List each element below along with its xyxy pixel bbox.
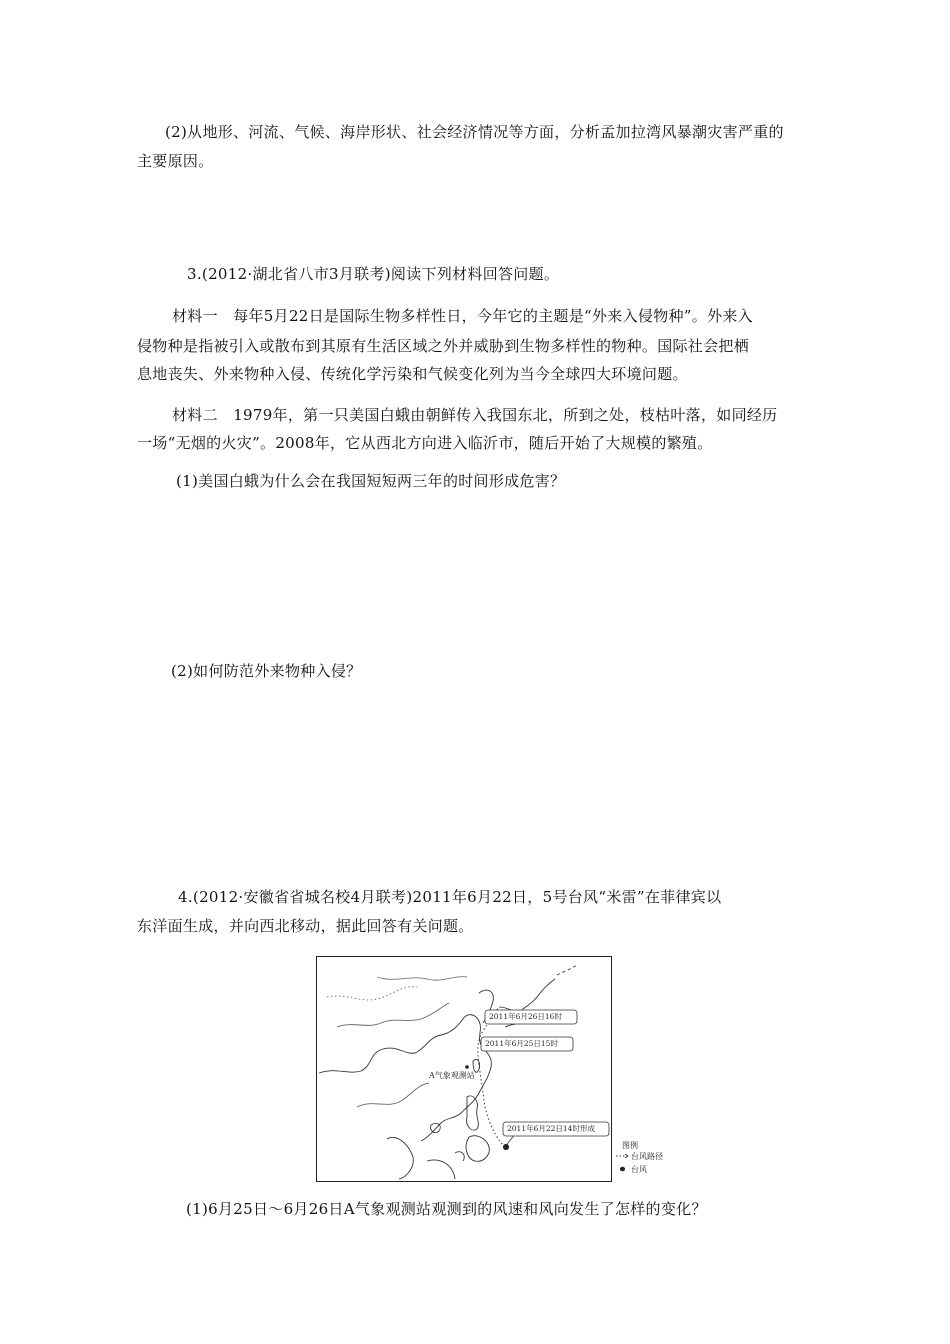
typhoon-icon xyxy=(620,1167,625,1172)
q3-material1-line1: 材料一 每年5月22日是国际生物多样性日，今年它的主题是“外来入侵物种”。外来入 xyxy=(172,307,753,325)
q4-sub1: (1)6月25日～6月26日A气象观测站观测到的风速和风向发生了怎样的变化？ xyxy=(186,1200,707,1218)
q2-sub2-line1: (2)从地形、河流、气候、海岸形状、社会经济情况等方面，分析孟加拉湾风暴潮灾害严重的 xyxy=(165,123,784,141)
typhoon-track-map xyxy=(316,956,612,1182)
map-legend xyxy=(612,1138,682,1178)
q3-material1-line2: 侵物种是指被引入或散布到其原有生活区域之外并威胁到生物多样性的物种。国际社会把栖 xyxy=(137,337,750,355)
track-callout-jun26: 2011年6月26日16时 xyxy=(489,1012,562,1021)
q3-material1-line3: 息地丧失、外来物种入侵、传统化学污染和气候变化列为当今全球四大环境问题。 xyxy=(137,365,688,383)
q3-material2-line2: 一场“无烟的火灾”。2008年，它从西北方向进入临沂市，随后开始了大规模的繁殖。 xyxy=(137,434,713,452)
legend-typhoon-label: 台风 xyxy=(631,1165,647,1174)
q4-header-line2: 东洋面生成，并向西北移动，据此回答有关问题。 xyxy=(137,917,474,935)
legend-title: 图例 xyxy=(622,1141,638,1150)
track-callout-jun25: 2011年6月25日15时 xyxy=(485,1039,558,1048)
q3-sub1: (1)美国白蛾为什么会在我国短短两三年的时间形成危害？ xyxy=(176,472,566,490)
map-drawing xyxy=(317,957,613,1183)
q4-header-line1: 4.(2012·安徽省省城名校4月联考)2011年6月22日，5号台风“米雷”在菲律宾以 xyxy=(178,888,722,906)
q3-sub2: (2)如何防范外来物种入侵？ xyxy=(171,662,362,680)
q3-material2-line1: 材料二 1979年，第一只美国白蛾由朝鲜传入我国东北，所到之处，枝枯叶落，如同经历 xyxy=(172,406,778,424)
q3-header: 3.(2012·湖北省八市3月联考)阅读下列材料回答问题。 xyxy=(187,265,560,283)
legend-path-label: 台风路径 xyxy=(631,1152,663,1161)
track-callout-jun22: 2011年6月22日14时形成 xyxy=(507,1124,595,1133)
station-a-label: A气象观测站 xyxy=(429,1071,475,1080)
q2-sub2-line2: 主要原因。 xyxy=(137,152,214,170)
